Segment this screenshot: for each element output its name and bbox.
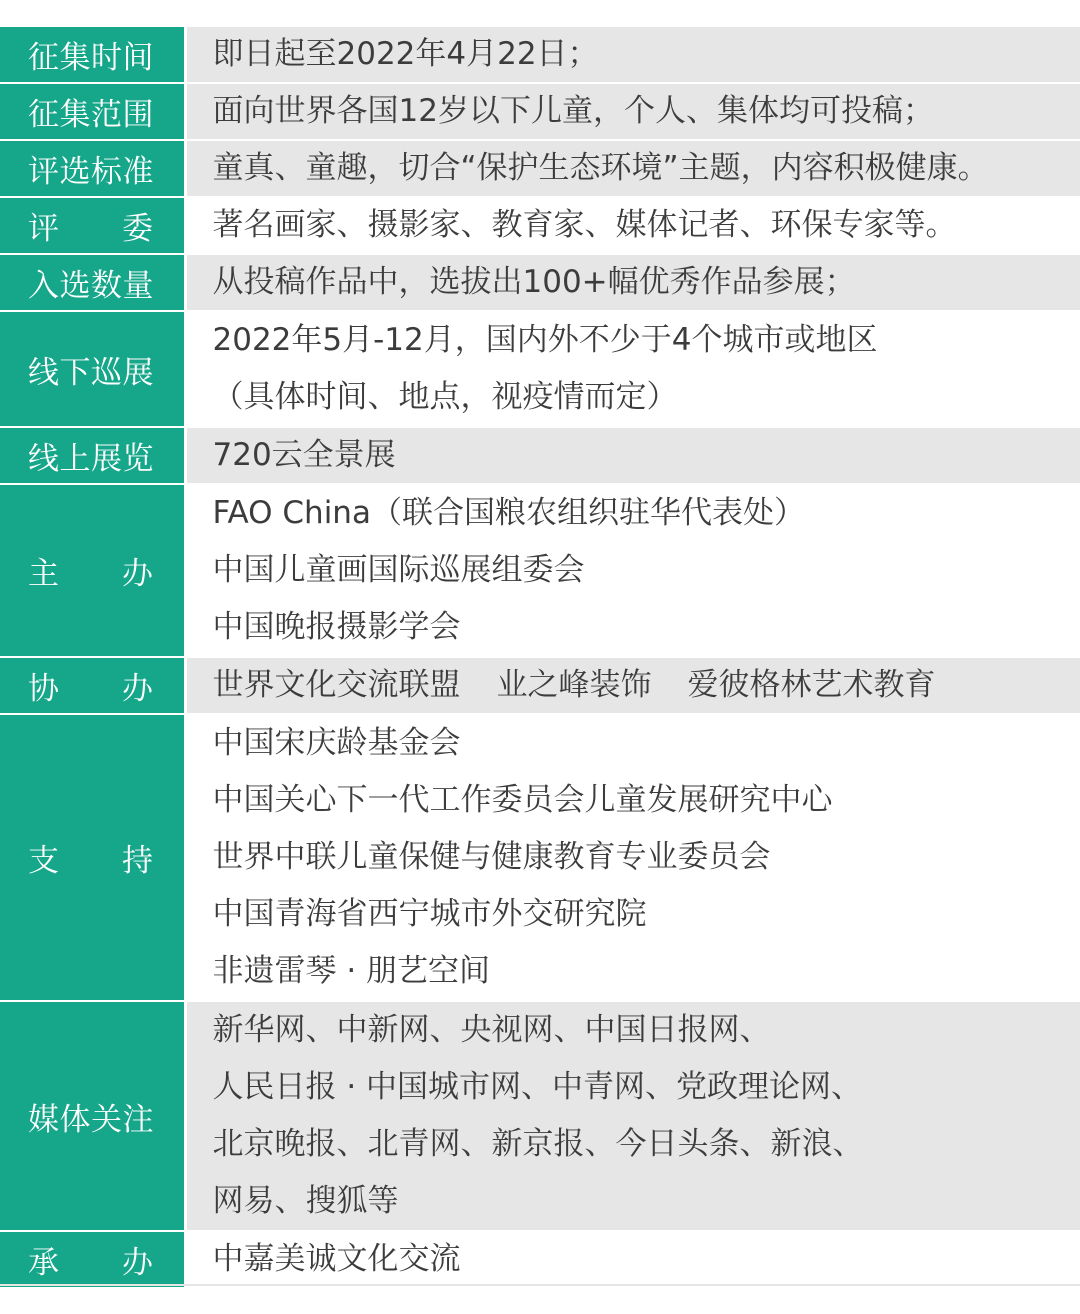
row-label (0, 311, 185, 427)
row-value (185, 1001, 1080, 1231)
value-line: 世界中联儿童保健与健康教育专业委员会 (212, 839, 771, 875)
row-label (0, 1001, 185, 1231)
table-row (0, 1231, 1080, 1288)
row-label (0, 427, 185, 484)
value-line: 著名画家、摄影家、教育家、媒体记者、环保专家等。 (212, 207, 957, 243)
row-value (185, 254, 1080, 311)
row-label-char: 持 (122, 843, 154, 879)
value-line: 面向世界各国12岁以下儿童，个人、集体均可投稿； (212, 93, 934, 129)
table-row (0, 1001, 1080, 1231)
bottom-divider (0, 1284, 1080, 1286)
value-line: 中国青海省西宁城市外交研究院 (212, 896, 647, 932)
table-row (0, 140, 1080, 197)
row-value (185, 140, 1080, 197)
row-label-char: 办 (122, 671, 154, 707)
row-label (0, 657, 185, 714)
row-value (185, 484, 1080, 657)
value-line (213, 658, 1077, 713)
table-row (0, 27, 1080, 83)
row-value (185, 311, 1080, 427)
row-label-text: 征集时间 (28, 40, 154, 76)
row-label-text: 媒体关注 (28, 1101, 154, 1138)
row-value (185, 657, 1080, 714)
event-info-table (0, 27, 1080, 1289)
row-label-char: 支 (28, 843, 60, 879)
value-line: 童真、童趣，切合“保护生态环境”主题，内容积极健康。 (212, 150, 989, 186)
table-row (0, 311, 1080, 427)
row-value (185, 1231, 1080, 1288)
table-row (0, 427, 1080, 484)
value-line: FAO China（联合国粮农组织驻华代表处） (212, 495, 805, 531)
row-label-text: 线下巡展 (28, 354, 154, 391)
row-label-char: 协 (28, 671, 60, 707)
row-label-text: 入选数量 (28, 268, 154, 304)
row-label (0, 140, 185, 197)
row-label-text: 线上展览 (28, 441, 154, 477)
row-label (0, 484, 185, 657)
row-label (0, 197, 185, 254)
value-line: 720云全景展 (212, 437, 396, 473)
row-label-char: 办 (122, 1245, 154, 1281)
row-label-char: 评 (28, 211, 60, 247)
table-row (0, 197, 1080, 254)
row-label (0, 254, 185, 311)
row-value (185, 197, 1080, 254)
value-line: 即日起至2022年4月22日； (212, 36, 599, 72)
value-line: 非遗雷琴 · 朋艺空间 (212, 953, 491, 989)
value-line: 2022年5月-12月，国内外不少于4个城市或地区 (212, 322, 878, 358)
value-line: 中国关心下一代工作委员会儿童发展研究中心 (212, 782, 833, 818)
table-row (0, 254, 1080, 311)
value-line: 中国宋庆龄基金会 (212, 725, 461, 761)
value-part: 世界文化交流联盟 (212, 667, 461, 703)
row-value (185, 83, 1080, 140)
value-line: 中国晚报摄影学会 (212, 609, 461, 645)
row-label-text: 评选标准 (28, 154, 154, 190)
row-label (0, 83, 185, 140)
row-label-char: 办 (122, 556, 154, 592)
row-label-char: 承 (28, 1245, 60, 1281)
row-label-text: 征集范围 (28, 97, 154, 133)
row-label (0, 714, 185, 1001)
value-line: 中国儿童画国际巡展组委会 (212, 552, 585, 588)
value-line: 人民日报 · 中国城市网、中青网、党政理论网、 (212, 1069, 863, 1105)
table-row (0, 484, 1080, 657)
row-label-char: 主 (28, 556, 60, 592)
row-value (185, 27, 1080, 83)
table-body (0, 27, 1080, 1288)
row-value (185, 427, 1080, 484)
row-value (185, 714, 1080, 1001)
row-label (0, 1231, 185, 1288)
table-row (0, 83, 1080, 140)
value-part: 业之峰装饰 (496, 667, 652, 703)
row-label (0, 27, 185, 83)
table-row (0, 657, 1080, 714)
value-line: （具体时间、地点，视疫情而定） (212, 379, 678, 415)
value-line: 中嘉美诚文化交流 (212, 1241, 461, 1277)
table-row (0, 714, 1080, 1001)
value-line: 网易、搜狐等 (212, 1183, 399, 1219)
value-part: 爱彼格林艺术教育 (687, 667, 936, 703)
value-line: 北京晚报、北青网、新京报、今日头条、新浪、 (212, 1126, 864, 1162)
value-line: 从投稿作品中，选拔出100+幅优秀作品参展； (212, 264, 856, 300)
row-label-char: 委 (122, 211, 154, 247)
value-line: 新华网、中新网、央视网、中国日报网、 (212, 1012, 771, 1048)
